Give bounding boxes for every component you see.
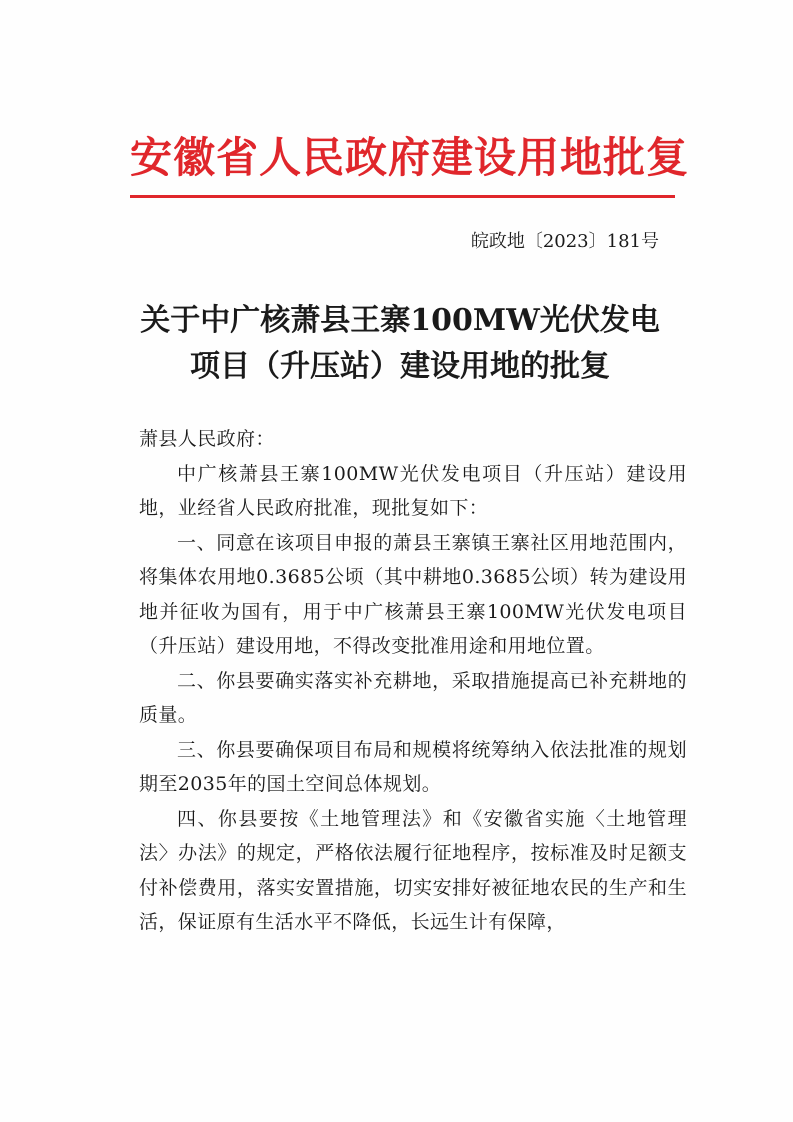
document-title [100,298,700,390]
red-divider-line [130,195,675,198]
paragraph-item-2: 二、你县要确实落实补充耕地，采取措施提高已补充耕地的质量。 [139,669,687,726]
document-number: 皖政地〔2023〕181号 [470,231,659,252]
paragraph-item-3: 三、你县要确保项目布局和规模将统筹纳入依法批准的规划期至2035年的国土空间总体规划。 [139,738,687,795]
issuer-masthead: 安徽省人民政府建设用地批复 [130,133,690,182]
title-line-2: 项目（升压站）建设用地的批复 [190,349,610,384]
document-body [139,422,687,940]
salutation: 萧县人民政府： [139,428,275,450]
paragraph-item-1: 一、同意在该项目申报的萧县王寨镇王寨社区用地范围内，将集体农用地0.3685公顷（其中耕地0.3685公顷）转为建设用地并征收为国有，用于中广核萧县王寨100MW光伏发电项目（升压站）建设用地，不得改变批准用途和用地位置。 [139,531,687,657]
paragraph-intro: 中广核萧县王寨100MW光伏发电项目（升压站）建设用地，业经省人民政府批准，现批复如下： [139,462,687,519]
paragraph-item-4: 四、你县要按《土地管理法》和《安徽省实施〈土地管理法〉办法》的规定，严格依法履行征地程序，按标准及时足额支付补偿费用，落实安置措施，切实安排好被征地农民的生产和生活，保证原有生活水平不降低，长远生计有保障， [139,807,687,933]
title-line-1: 关于中广核萧县王寨100MW光伏发电 [140,303,660,338]
